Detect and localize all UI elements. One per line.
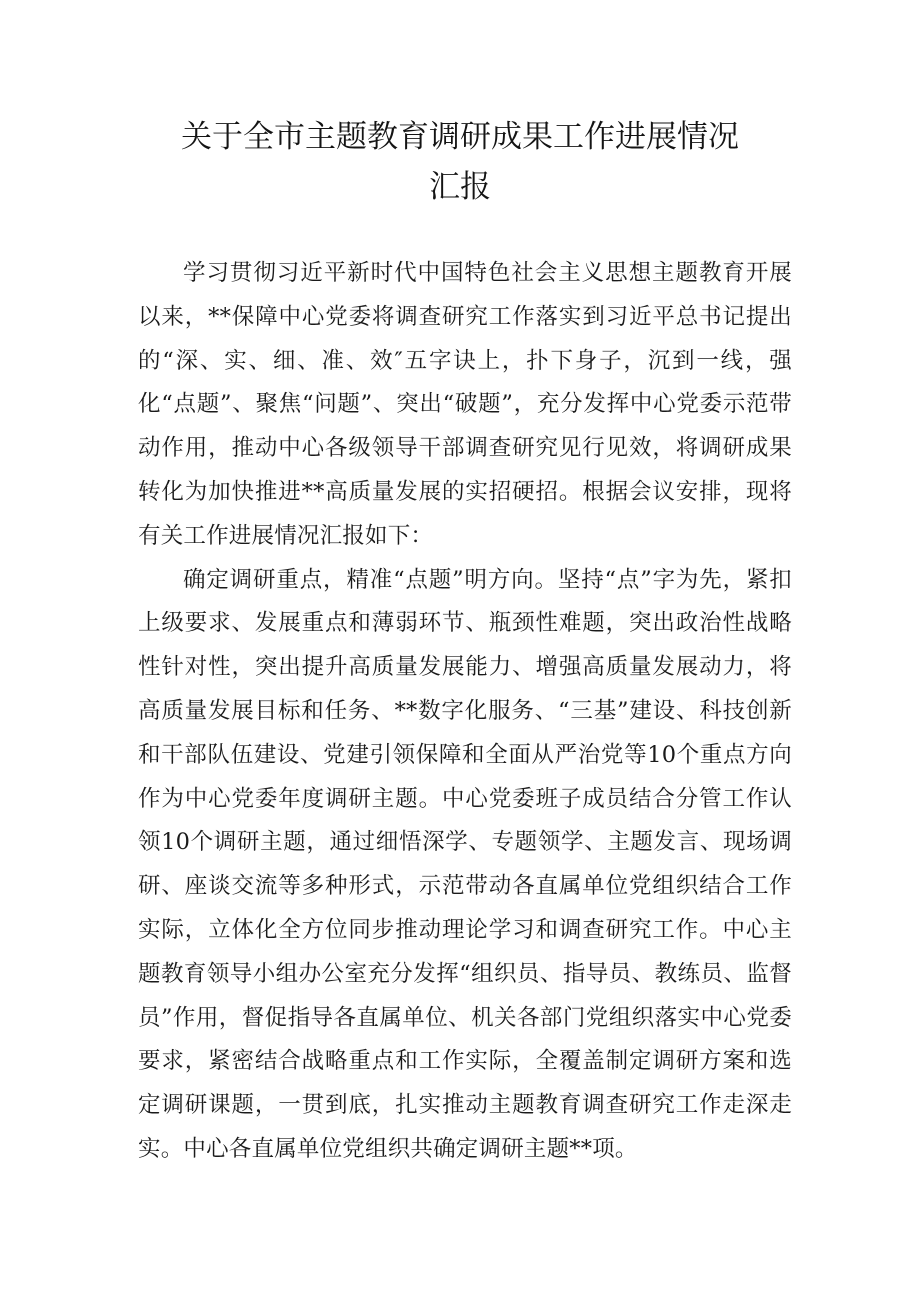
paragraph-intro: 学习贯彻习近平新时代中国特色社会主义思想主题教育开展以来，**保障中心党委将调查研究工作落实到习近平总书记提出的“深、实、细、准、效″五字诀上，扑下身子，沉到一线，强化“点题”、聚焦“问题”、突出“破题”，充分发挥中心党委示范带动作用，推动中心各级领导干部调查研究见行见效，将调研成果转化为加快推进**高质量发展的实招硬招。根据会议安排，现将有关工作进展情况汇报如下：	[138, 260, 792, 549]
paragraph-research-focus: 确定调研重点，精准“点题”明方向。坚持“点”字为先，紧扣上级要求、发展重点和薄弱环节、瓶颈性难题，突出政治性战略性针对性，突出提升高质量发展能力、增强高质量发展动力，将高质量发展目标和任务、**数字化服务、“三基”建设、科技创新和干部队伍建设、党建引领保障和全面从严治党等10个重点方向作为中心党委年度调研主题。中心党委班子成员结合分管工作认领10个调研主题，通过细悟深学、专题领学、主题发言、现场调研、座谈交流等多种形式，示范带动各直属单位党组织结合工作实际，立体化全方位同步推动理论学习和调查研究工作。中心主题教育领导小组办公室充分发挥“组织员、指导员、教练员、监督员”作用，督促指导各直属单位、机关各部门党组织落实中心党委要求，紧密结合战略重点和工作实际，全覆盖制定调研方案和选定调研课题，一贯到底，扎实推动主题教育调查研究工作走深走实。中心各直属单位党组织共确定调研主题**项。	[138, 566, 792, 1162]
title-line-2: 汇报	[429, 169, 491, 205]
document-title	[140, 112, 780, 212]
document-body	[138, 252, 792, 1172]
title-line-1: 关于全市主题教育调研成果工作进展情况	[181, 119, 739, 155]
